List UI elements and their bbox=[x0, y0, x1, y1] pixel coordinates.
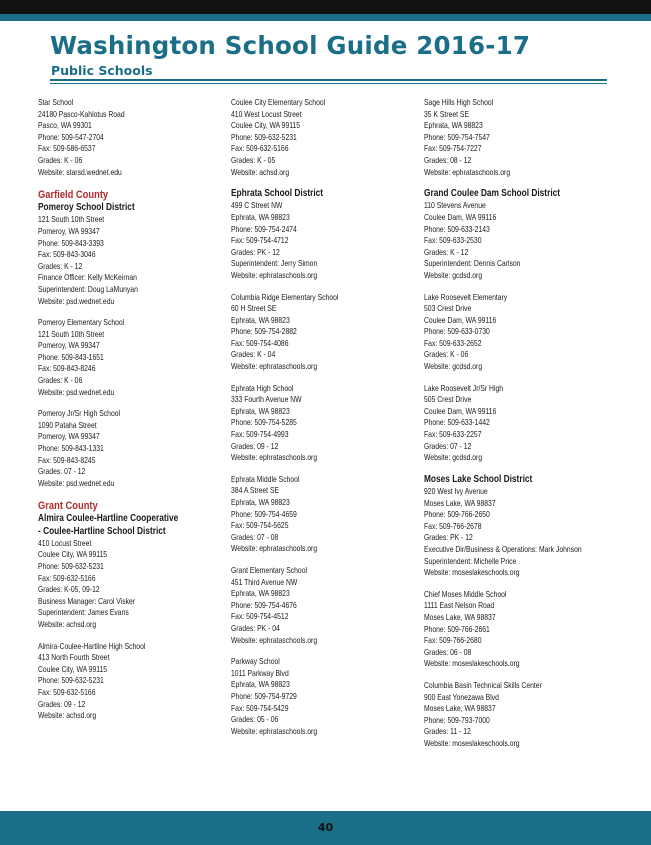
listing-line: Grades: 06 - 08 bbox=[424, 646, 472, 657]
school-name: Lake Roosevelt Elementary bbox=[424, 291, 508, 302]
district-listing bbox=[38, 202, 226, 307]
school-listing bbox=[38, 97, 226, 178]
listing-line: Website: ephrataschools.org bbox=[231, 543, 318, 554]
listing-line: Fax: 509-633-2652 bbox=[424, 337, 482, 348]
school-name: Star School bbox=[38, 97, 74, 107]
district-listing bbox=[38, 513, 226, 630]
listing-line: 505 Crest Drive bbox=[424, 394, 472, 405]
school-listing bbox=[424, 589, 612, 670]
school-listing bbox=[424, 680, 612, 750]
listing-line: 384 A Street SE bbox=[231, 485, 280, 496]
listing-line: Ephrata, WA 98823 bbox=[231, 679, 290, 690]
listing-line: Ephrata, WA 98823 bbox=[424, 120, 483, 131]
listing-line: Grades: K-05, 09-12 bbox=[38, 584, 100, 595]
listing-line: 121 South 10th Street bbox=[38, 328, 105, 339]
listing-line: Phone: 509-632-5231 bbox=[38, 675, 104, 686]
listing-line: Fax: 509-843-8246 bbox=[38, 363, 96, 374]
listing-line: Phone: 509-633-1442 bbox=[424, 417, 490, 428]
school-listing bbox=[38, 641, 226, 722]
listing-line: 1011 Parkway Blvd bbox=[231, 667, 289, 678]
listing-line: Website: ephrataschools.org bbox=[231, 634, 318, 645]
listing-line: Coulee City, WA 99115 bbox=[38, 549, 108, 560]
listing-line: Website: gcdsd.org bbox=[424, 361, 483, 372]
header-rule bbox=[50, 79, 607, 81]
listing-line: Coulee City, WA 99115 bbox=[38, 663, 108, 674]
school-name: Ephrata Middle School bbox=[231, 473, 300, 484]
district-name: Moses Lake School District bbox=[424, 473, 533, 485]
district-name: Almira Coulee-Hartline Cooperative bbox=[38, 513, 179, 525]
listing-line: Website: gcdsd.org bbox=[424, 452, 483, 463]
listing-line: Superintendent: Dennis Carlson bbox=[424, 258, 521, 269]
district-name: Grand Coulee Dam School District bbox=[424, 188, 561, 200]
listing-line: Coulee Dam, WA 99116 bbox=[424, 405, 497, 416]
listing-line: 333 Fourth Avenue NW bbox=[231, 394, 302, 405]
listing-line: Grades: 08 - 12 bbox=[424, 154, 472, 165]
school-listing bbox=[424, 292, 612, 373]
school-listing bbox=[424, 383, 612, 464]
listing-line: Grades: K - 06 bbox=[38, 154, 83, 165]
school-name: Coulee City Elementary School bbox=[231, 97, 326, 107]
listing-line: Fax: 509-632-5166 bbox=[38, 686, 96, 697]
listing-line: Phone: 509-843-3393 bbox=[38, 237, 104, 248]
listing-line: 1090 Pataha Street bbox=[38, 419, 97, 430]
county-heading: Grant County bbox=[38, 500, 98, 513]
district-listing bbox=[424, 474, 612, 579]
school-name: Parkway School bbox=[231, 656, 280, 667]
school-listing bbox=[38, 317, 226, 398]
listing-line: Grades: 05 - 06 bbox=[231, 714, 279, 725]
listing-line: Business Manager: Carol Visker bbox=[38, 595, 136, 606]
listing-line: 451 Third Avenue NW bbox=[231, 576, 298, 587]
listing-line: Phone: 509-843-1331 bbox=[38, 443, 104, 454]
listing-line: Website: starsd.wednet.edu bbox=[38, 166, 122, 177]
listing-line: Grades: K - 06 bbox=[424, 349, 469, 360]
school-name: Lake Roosevelt Jr/Sr High bbox=[424, 382, 504, 393]
listing-line: Ephrata, WA 98823 bbox=[231, 588, 290, 599]
listing-line: Phone: 509-754-9729 bbox=[231, 690, 297, 701]
school-listing bbox=[231, 656, 419, 737]
listing-line: 60 H Street SE bbox=[231, 303, 277, 314]
school-name: Almira-Coulee-Hartline High School bbox=[38, 640, 146, 651]
listing-line: 410 West Locust Street bbox=[231, 108, 302, 119]
top-teal-strip bbox=[0, 14, 651, 21]
listing-line: Grades: 07 - 12 bbox=[424, 440, 472, 451]
listing-line: 1111 East Nelson Road bbox=[424, 600, 495, 611]
listing-line: Fax: 509-586-6537 bbox=[38, 143, 96, 154]
listing-line: Fax: 509-754-5429 bbox=[231, 702, 289, 713]
listing-line: Finance Officer: Kelly McKeirnan bbox=[38, 272, 137, 283]
listing-line: 900 East Yonezawa Blvd bbox=[424, 691, 499, 702]
top-black-band bbox=[0, 0, 651, 14]
listing-line: Fax: 509-632-5166 bbox=[38, 572, 96, 583]
listing-line: Fax: 509-843-3046 bbox=[38, 249, 96, 260]
listing-line: Grades: PK - 12 bbox=[231, 246, 280, 257]
listing-line: 413 North Fourth Street bbox=[38, 652, 110, 663]
listing-line: Pomeroy, WA 99347 bbox=[38, 340, 100, 351]
listing-line: Superintendent: Michelle Price bbox=[424, 555, 517, 566]
listing-line: Coulee Dam, WA 99116 bbox=[424, 211, 497, 222]
header-rule-thin bbox=[50, 83, 607, 84]
listing-line: Coulee Dam, WA 99116 bbox=[424, 314, 497, 325]
district-name: Ephrata School District bbox=[231, 188, 324, 200]
school-listing bbox=[424, 97, 612, 178]
listing-line: Executive Dir/Business & Operations: Mark Johnson bbox=[424, 544, 582, 554]
listing-line: Ephrata, WA 98823 bbox=[231, 211, 290, 222]
listing-line: Phone: 509-754-7547 bbox=[424, 131, 490, 142]
school-listing bbox=[231, 474, 419, 555]
listing-line: Phone: 509-633-2143 bbox=[424, 223, 490, 234]
listing-line: Website: moseslakeschools.org bbox=[424, 737, 520, 748]
school-listing bbox=[231, 292, 419, 373]
listing-line: Fax: 509-766-2680 bbox=[424, 635, 482, 646]
listing-line: Website: psd.wednet.edu bbox=[38, 477, 115, 488]
listing-line: Grades: 11 - 12 bbox=[424, 726, 471, 737]
district-listing bbox=[231, 188, 419, 281]
listing-line: Phone: 509-632-5231 bbox=[38, 561, 104, 572]
school-listing bbox=[231, 383, 419, 464]
listing-line: Website: ephrataschools.org bbox=[231, 269, 318, 280]
listing-line: Pomeroy, WA 99347 bbox=[38, 225, 100, 236]
listing-line: Ephrata, WA 98823 bbox=[231, 405, 290, 416]
listing-line: Website: gcdsd.org bbox=[424, 269, 483, 280]
listing-line: Fax: 509-766-2678 bbox=[424, 520, 482, 531]
listing-line: Fax: 509-754-4512 bbox=[231, 611, 289, 622]
listing-line: Moses Lake, WA 98837 bbox=[424, 611, 496, 622]
listing-line: Website: psd.wednet.edu bbox=[38, 295, 115, 306]
listing-line: Moses Lake, WA 98837 bbox=[424, 703, 496, 714]
listing-line: 920 West Ivy Avenue bbox=[424, 486, 488, 497]
listing-line: Coulee City, WA 99115 bbox=[231, 120, 301, 131]
listing-line: Phone: 509-754-2882 bbox=[231, 326, 297, 337]
school-name: Sage Hills High School bbox=[424, 97, 494, 107]
listing-line: 24180 Pasco-Kahlotus Road bbox=[38, 108, 125, 119]
listing-line: Phone: 509-766-2661 bbox=[424, 623, 490, 634]
listing-line: Grades: PK - 04 bbox=[231, 622, 280, 633]
listing-column-3 bbox=[424, 97, 612, 760]
school-name: Chief Moses Middle School bbox=[424, 588, 507, 599]
listing-line: Website: moseslakeschools.org bbox=[424, 567, 520, 578]
listing-line: Fax: 509-754-7227 bbox=[424, 143, 482, 154]
listing-line: Superintendent: James Evans bbox=[38, 607, 129, 618]
school-listing bbox=[231, 97, 419, 178]
listing-line: Ephrata, WA 98823 bbox=[231, 314, 290, 325]
listing-line: Grades: K - 12 bbox=[424, 246, 469, 257]
school-listing bbox=[231, 565, 419, 646]
listing-line: Grades: PK - 12 bbox=[424, 532, 473, 543]
listing-line: Pasco, WA 99301 bbox=[38, 120, 92, 131]
listing-line: Grades: 07 - 12 bbox=[38, 466, 86, 477]
school-name: Columbia Basin Technical Skills Center bbox=[424, 679, 542, 690]
listing-line: Fax: 509-632-5166 bbox=[231, 143, 289, 154]
listing-line: Phone: 509-547-2704 bbox=[38, 131, 104, 142]
listing-line: 110 Stevens Avenue bbox=[424, 200, 486, 211]
listing-line: Grades: 09 - 12 bbox=[38, 698, 86, 709]
listing-line: Fax: 509-633-2257 bbox=[424, 429, 482, 440]
school-name: Grant Elementary School bbox=[231, 564, 308, 575]
district-listing bbox=[424, 188, 612, 281]
listing-line: Superintendent: Doug LaMunyan bbox=[38, 283, 138, 294]
listing-line: Phone: 509-632-5231 bbox=[231, 131, 297, 142]
listing-line: 121 South 10th Street bbox=[38, 214, 105, 225]
listing-line: Phone: 509-754-2474 bbox=[231, 223, 297, 234]
listing-line: Pomeroy, WA 99347 bbox=[38, 431, 100, 442]
listing-line: Website: ephrataschools.org bbox=[231, 725, 318, 736]
school-name: Pomeroy Elementary School bbox=[38, 317, 125, 328]
listing-line: Superintendent: Jerry Simon bbox=[231, 258, 318, 269]
listing-line: Moses Lake, WA 98837 bbox=[424, 497, 496, 508]
listing-line: Grades: K - 05 bbox=[231, 154, 276, 165]
listing-line: Phone: 509-754-4659 bbox=[231, 508, 297, 519]
district-name: - Coulee-Hartline School District bbox=[38, 525, 166, 537]
listing-line: Website: ephrataschools.org bbox=[231, 452, 318, 463]
listing-line: Grades: K - 06 bbox=[38, 375, 83, 386]
listing-line: Phone: 509-633-0730 bbox=[424, 326, 490, 337]
listing-line: Fax: 509-754-4086 bbox=[231, 337, 289, 348]
listing-column-1 bbox=[38, 97, 226, 732]
listing-line: Grades: 07 - 08 bbox=[231, 531, 279, 542]
listing-line: Grades: K - 12 bbox=[38, 260, 83, 271]
listing-line: Ephrata, WA 98823 bbox=[231, 497, 290, 508]
listing-line: Grades: K - 04 bbox=[231, 349, 276, 360]
page-subtitle: Public Schools bbox=[51, 63, 153, 78]
listing-line: 499 C Street NW bbox=[231, 200, 283, 211]
school-name: Columbia Ridge Elementary School bbox=[231, 291, 339, 302]
listing-line: Website: achsd.org bbox=[231, 166, 290, 177]
listing-line: Website: achsd.org bbox=[38, 710, 97, 721]
listing-line: Website: ephrataschools.org bbox=[424, 166, 511, 177]
county-heading: Garfield County bbox=[38, 189, 109, 202]
listing-line: Website: psd.wednet.edu bbox=[38, 386, 115, 397]
listing-line: Fax: 509-754-5625 bbox=[231, 520, 289, 531]
listing-line: Fax: 509-754-4712 bbox=[231, 235, 289, 246]
listing-line: 503 Crest Drive bbox=[424, 303, 472, 314]
listing-column-2 bbox=[231, 97, 419, 747]
listing-line: Website: moseslakeschools.org bbox=[424, 658, 520, 669]
listing-line: Phone: 509-843-1651 bbox=[38, 351, 104, 362]
district-name: Pomeroy School District bbox=[38, 202, 135, 214]
listing-line: Grades: 09 - 12 bbox=[231, 440, 279, 451]
school-name: Pomeroy Jr/Sr High School bbox=[38, 408, 121, 419]
school-name: Ephrata High School bbox=[231, 382, 294, 393]
listing-line: Website: achsd.org bbox=[38, 618, 97, 629]
listing-line: Fax: 509-754-4993 bbox=[231, 429, 289, 440]
page-number: 40 bbox=[317, 821, 334, 834]
listing-line: Phone: 509-754-4676 bbox=[231, 599, 297, 610]
listing-line: Website: ephrataschools.org bbox=[231, 361, 318, 372]
listing-line: Phone: 509-793-7000 bbox=[424, 714, 490, 725]
listing-line: 410 Locust Street bbox=[38, 537, 92, 548]
listing-line: Fax: 509-843-8245 bbox=[38, 454, 96, 465]
listing-line: Phone: 509-754-5285 bbox=[231, 417, 297, 428]
listing-line: Phone: 509-766-2650 bbox=[424, 509, 490, 520]
page-title: Washington School Guide 2016-17 bbox=[50, 31, 531, 60]
listing-line: 35 K Street SE bbox=[424, 108, 470, 119]
listing-line: Fax: 509-633-2530 bbox=[424, 235, 482, 246]
school-listing bbox=[38, 408, 226, 489]
